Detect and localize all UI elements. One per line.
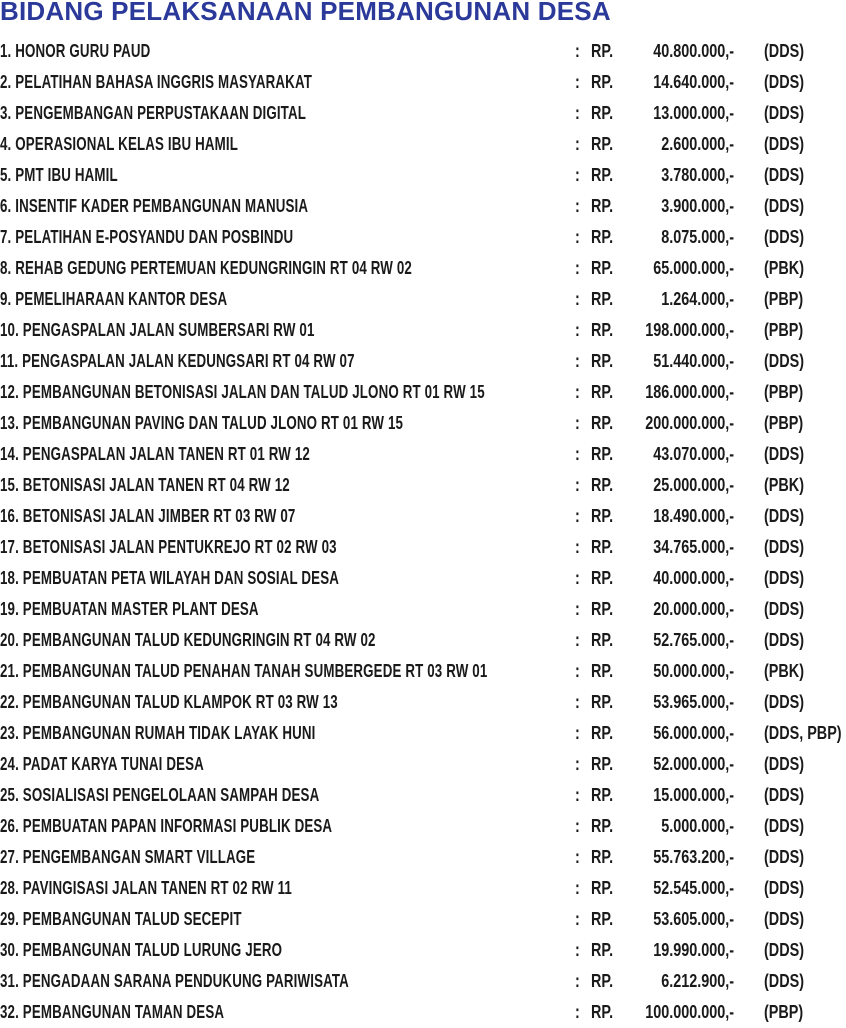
item-name: 3. PENGEMBANGAN PERPUSTAKAAN DIGITAL [0, 103, 307, 123]
item-amount: 34.765.000,- [653, 537, 734, 557]
item-currency: RP. [591, 692, 614, 712]
item-amount: 198.000.000,- [645, 320, 734, 340]
list-item [0, 997, 846, 1028]
item-currency: RP. [591, 599, 614, 619]
item-amount: 100.000.000,- [645, 1002, 734, 1022]
item-colon: : [575, 909, 580, 929]
item-colon: : [575, 258, 580, 278]
item-colon: : [575, 475, 580, 495]
item-name: 7. PELATIHAN E-POSYANDU DAN POSBINDU [0, 227, 294, 247]
item-colon: : [575, 289, 580, 309]
list-item [0, 842, 846, 873]
item-fund-source: (DDS) [764, 599, 804, 619]
item-currency: RP. [591, 72, 614, 92]
item-fund-source: (PBP) [764, 413, 804, 433]
list-item [0, 284, 846, 315]
item-amount: 2.600.000,- [661, 134, 734, 154]
item-amount: 53.965.000,- [653, 692, 734, 712]
item-fund-source: (DDS) [764, 537, 804, 557]
item-name: 25. SOSIALISASI PENGELOLAAN SAMPAH DESA [0, 785, 320, 805]
item-amount: 15.000.000,- [653, 785, 734, 805]
item-currency: RP. [591, 320, 614, 340]
item-fund-source: (PBP) [764, 320, 804, 340]
list-item [0, 470, 846, 501]
item-colon: : [575, 413, 580, 433]
item-currency: RP. [591, 568, 614, 588]
item-fund-source: (DDS) [764, 227, 804, 247]
list-item [0, 780, 846, 811]
item-colon: : [575, 506, 580, 526]
item-name: 23. PEMBANGUNAN RUMAH TIDAK LAYAK HUNI [0, 723, 316, 743]
item-amount: 52.000.000,- [653, 754, 734, 774]
item-fund-source: (DDS) [764, 754, 804, 774]
list-item [0, 160, 846, 191]
item-currency: RP. [591, 754, 614, 774]
item-colon: : [575, 754, 580, 774]
list-item [0, 625, 846, 656]
item-colon: : [575, 599, 580, 619]
item-name: 21. PEMBANGUNAN TALUD PENAHAN TANAH SUMBERGEDE RT 03 RW 01 [0, 661, 488, 681]
item-amount: 65.000.000,- [653, 258, 734, 278]
item-fund-source: (DDS) [764, 847, 804, 867]
item-currency: RP. [591, 940, 614, 960]
item-amount: 13.000.000,- [653, 103, 734, 123]
item-currency: RP. [591, 134, 614, 154]
item-currency: RP. [591, 413, 614, 433]
item-colon: : [575, 1002, 580, 1022]
list-item [0, 594, 846, 625]
item-colon: : [575, 382, 580, 402]
item-name: 10. PENGASPALAN JALAN SUMBERSARI RW 01 [0, 320, 315, 340]
list-item [0, 377, 846, 408]
item-fund-source: (DDS) [764, 971, 804, 991]
item-currency: RP. [591, 847, 614, 867]
item-currency: RP. [591, 258, 614, 278]
item-currency: RP. [591, 661, 614, 681]
item-colon: : [575, 723, 580, 743]
item-colon: : [575, 444, 580, 464]
item-name: 8. REHAB GEDUNG PERTEMUAN KEDUNGRINGIN RT 04 RW 02 [0, 258, 412, 278]
item-currency: RP. [591, 103, 614, 123]
item-fund-source: (DDS) [764, 506, 804, 526]
list-item [0, 191, 846, 222]
item-fund-source: (DDS) [764, 940, 804, 960]
item-amount: 1.264.000,- [661, 289, 734, 309]
item-amount: 5.000.000,- [661, 816, 734, 836]
list-item [0, 346, 846, 377]
item-name: 27. PENGEMBANGAN SMART VILLAGE [0, 847, 256, 867]
item-currency: RP. [591, 816, 614, 836]
item-name: 15. BETONISASI JALAN TANEN RT 04 RW 12 [0, 475, 290, 495]
item-name: 24. PADAT KARYA TUNAI DESA [0, 754, 204, 774]
item-colon: : [575, 227, 580, 247]
item-fund-source: (DDS) [764, 568, 804, 588]
item-colon: : [575, 134, 580, 154]
item-amount: 52.765.000,- [653, 630, 734, 650]
item-fund-source: (PBK) [764, 258, 804, 278]
item-currency: RP. [591, 785, 614, 805]
list-item [0, 315, 846, 346]
list-item [0, 222, 846, 253]
item-colon: : [575, 847, 580, 867]
list-item [0, 904, 846, 935]
item-fund-source: (DDS) [764, 878, 804, 898]
item-fund-source: (DDS) [764, 630, 804, 650]
item-name: 5. PMT IBU HAMIL [0, 165, 118, 185]
item-amount: 40.000.000,- [653, 568, 734, 588]
item-name: 31. PENGADAAN SARANA PENDUKUNG PARIWISATA [0, 971, 349, 991]
list-item [0, 129, 846, 160]
item-name: 13. PEMBANGUNAN PAVING DAN TALUD JLONO RT 01 RW 15 [0, 413, 404, 433]
item-colon: : [575, 630, 580, 650]
item-colon: : [575, 568, 580, 588]
item-currency: RP. [591, 227, 614, 247]
item-colon: : [575, 785, 580, 805]
item-fund-source: (DDS) [764, 103, 804, 123]
item-currency: RP. [591, 1002, 614, 1022]
item-name: 14. PENGASPALAN JALAN TANEN RT 01 RW 12 [0, 444, 310, 464]
item-fund-source: (DDS) [764, 444, 804, 464]
budget-item-list [0, 36, 846, 1028]
item-colon: : [575, 320, 580, 340]
item-amount: 8.075.000,- [661, 227, 734, 247]
list-item [0, 408, 846, 439]
item-currency: RP. [591, 630, 614, 650]
item-colon: : [575, 103, 580, 123]
list-item [0, 501, 846, 532]
list-item [0, 98, 846, 129]
list-item [0, 718, 846, 749]
list-item [0, 36, 846, 67]
item-name: 2. PELATIHAN BAHASA INGGRIS MASYARAKAT [0, 72, 313, 92]
list-item [0, 656, 846, 687]
item-name: 30. PEMBANGUNAN TALUD LURUNG JERO [0, 940, 283, 960]
item-name: 26. PEMBUATAN PAPAN INFORMASI PUBLIK DESA [0, 816, 333, 836]
item-amount: 3.780.000,- [661, 165, 734, 185]
item-name: 9. PEMELIHARAAN KANTOR DESA [0, 289, 228, 309]
item-amount: 200.000.000,- [645, 413, 734, 433]
item-amount: 6.212.900,- [661, 971, 734, 991]
item-name: 11. PENGASPALAN JALAN KEDUNGSARI RT 04 RW 07 [0, 351, 355, 371]
item-amount: 43.070.000,- [653, 444, 734, 464]
item-fund-source: (DDS) [764, 909, 804, 929]
item-colon: : [575, 72, 580, 92]
item-currency: RP. [591, 444, 614, 464]
item-fund-source: (DDS) [764, 692, 804, 712]
item-colon: : [575, 537, 580, 557]
item-currency: RP. [591, 971, 614, 991]
item-fund-source: (DDS, PBP) [764, 723, 842, 743]
item-fund-source: (PBP) [764, 382, 804, 402]
item-currency: RP. [591, 537, 614, 557]
item-currency: RP. [591, 909, 614, 929]
item-currency: RP. [591, 41, 614, 61]
item-amount: 20.000.000,- [653, 599, 734, 619]
item-colon: : [575, 351, 580, 371]
list-item [0, 67, 846, 98]
item-fund-source: (PBK) [764, 661, 804, 681]
item-colon: : [575, 41, 580, 61]
item-colon: : [575, 971, 580, 991]
item-name: 18. PEMBUATAN PETA WILAYAH DAN SOSIAL DESA [0, 568, 340, 588]
item-name: 4. OPERASIONAL KELAS IBU HAMIL [0, 134, 239, 154]
list-item [0, 439, 846, 470]
list-item [0, 935, 846, 966]
item-currency: RP. [591, 878, 614, 898]
item-fund-source: (DDS) [764, 134, 804, 154]
item-fund-source: (PBP) [764, 289, 804, 309]
item-name: 1. HONOR GURU PAUD [0, 41, 151, 61]
item-currency: RP. [591, 351, 614, 371]
item-colon: : [575, 816, 580, 836]
item-amount: 52.545.000,- [653, 878, 734, 898]
list-item [0, 253, 846, 284]
item-currency: RP. [591, 475, 614, 495]
item-currency: RP. [591, 506, 614, 526]
item-currency: RP. [591, 289, 614, 309]
item-name: 12. PEMBANGUNAN BETONISASI JALAN DAN TALUD JLONO RT 01 RW 15 [0, 382, 485, 402]
item-colon: : [575, 878, 580, 898]
item-amount: 19.990.000,- [653, 940, 734, 960]
list-item [0, 749, 846, 780]
item-amount: 51.440.000,- [653, 351, 734, 371]
item-amount: 186.000.000,- [645, 382, 734, 402]
item-amount: 56.000.000,- [653, 723, 734, 743]
list-item [0, 873, 846, 904]
item-fund-source: (PBK) [764, 475, 804, 495]
list-item [0, 811, 846, 842]
list-item [0, 532, 846, 563]
list-item [0, 563, 846, 594]
item-name: 17. BETONISASI JALAN PENTUKREJO RT 02 RW 03 [0, 537, 337, 557]
list-item [0, 687, 846, 718]
item-colon: : [575, 165, 580, 185]
item-name: 22. PEMBANGUNAN TALUD KLAMPOK RT 03 RW 13 [0, 692, 338, 712]
list-item [0, 966, 846, 997]
item-fund-source: (DDS) [764, 816, 804, 836]
item-amount: 53.605.000,- [653, 909, 734, 929]
item-fund-source: (DDS) [764, 785, 804, 805]
item-fund-source: (DDS) [764, 351, 804, 371]
page-title: BIDANG PELAKSANAAN PEMBANGUNAN DESA [0, 0, 611, 26]
item-fund-source: (DDS) [764, 72, 804, 92]
item-fund-source: (DDS) [764, 165, 804, 185]
item-fund-source: (PBP) [764, 1002, 804, 1022]
item-name: 28. PAVINGISASI JALAN TANEN RT 02 RW 11 [0, 878, 292, 898]
item-name: 29. PEMBANGUNAN TALUD SECEPIT [0, 909, 242, 929]
item-name: 16. BETONISASI JALAN JIMBER RT 03 RW 07 [0, 506, 296, 526]
item-amount: 55.763.200,- [653, 847, 734, 867]
item-name: 20. PEMBANGUNAN TALUD KEDUNGRINGIN RT 04 RW 02 [0, 630, 376, 650]
item-amount: 40.800.000,- [653, 41, 734, 61]
item-amount: 50.000.000,- [653, 661, 734, 681]
item-name: 19. PEMBUATAN MASTER PLANT DESA [0, 599, 259, 619]
item-currency: RP. [591, 196, 614, 216]
item-amount: 14.640.000,- [653, 72, 734, 92]
item-fund-source: (DDS) [764, 41, 804, 61]
item-name: 6. INSENTIF KADER PEMBANGUNAN MANUSIA [0, 196, 309, 216]
item-fund-source: (DDS) [764, 196, 804, 216]
item-colon: : [575, 692, 580, 712]
item-colon: : [575, 940, 580, 960]
item-name: 32. PEMBANGUNAN TAMAN DESA [0, 1002, 225, 1022]
item-colon: : [575, 196, 580, 216]
item-currency: RP. [591, 723, 614, 743]
item-currency: RP. [591, 382, 614, 402]
item-currency: RP. [591, 165, 614, 185]
item-colon: : [575, 661, 580, 681]
item-amount: 3.900.000,- [661, 196, 734, 216]
item-amount: 18.490.000,- [653, 506, 734, 526]
item-amount: 25.000.000,- [653, 475, 734, 495]
